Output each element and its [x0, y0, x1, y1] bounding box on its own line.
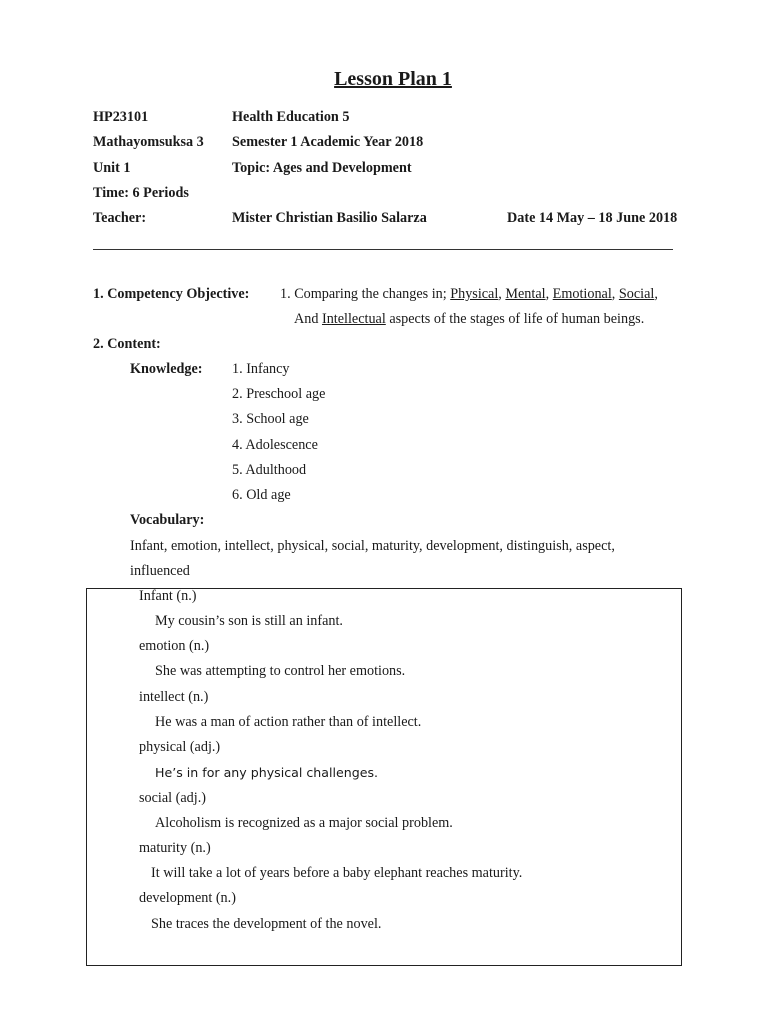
vocab-example-sentence: Alcoholism is recognized as a major social problem. [155, 815, 453, 831]
page-title: Lesson Plan 1 [334, 68, 452, 90]
vocab-example-sentence: She was attempting to control her emotions. [155, 663, 406, 679]
vocab-example-sentence: She traces the development of the novel. [151, 916, 382, 932]
vocabulary-label: Vocabulary: [130, 512, 205, 528]
vocab-word: maturity (n.) [139, 840, 211, 856]
knowledge-item: 1. Infancy [232, 361, 290, 377]
topic: Topic: Ages and Development [232, 160, 412, 176]
vocab-word: physical (adj.) [139, 739, 221, 755]
vocab-word: Infant (n.) [139, 588, 197, 604]
time-periods: Time: 6 Periods [93, 185, 189, 201]
vocab-word: emotion (n.) [139, 638, 210, 654]
course-subject: Health Education 5 [232, 109, 350, 125]
vocabulary-list: Infant, emotion, intellect, physical, social, maturity, development, distinguish, aspect, [130, 538, 615, 554]
knowledge-item: 4. Adolescence [232, 437, 318, 453]
course-code: HP23101 [93, 109, 149, 125]
aspect-social: Social [618, 286, 655, 302]
lesson-date: Date 14 May – 18 June 2018 [507, 210, 678, 226]
vocab-example-sentence: It will take a lot of years before a baby elephant reaches maturity. [151, 865, 523, 881]
vocab-word: social (adj.) [139, 790, 206, 806]
vocab-example-sentence: He was a man of action rather than of intellect. [155, 714, 422, 730]
grade-level: Mathayomsuksa 3 [93, 134, 204, 150]
vocab-word: intellect (n.) [139, 689, 209, 705]
knowledge-label: Knowledge: [130, 361, 203, 377]
competency-label: 1. Competency Objective: [93, 286, 250, 302]
vocab-example-sentence: He’s in for any physical challenges. [155, 765, 379, 780]
competency-line-2 [294, 311, 644, 328]
competency-line2-suffix: aspects of the stages of life of human beings. [385, 311, 645, 327]
aspect-intellectual: Intellectual [321, 311, 386, 327]
content-label: 2. Content: [93, 336, 161, 352]
competency-line-1: 1. Comparing the changes in; Physical, Mental, Emotional, Social, [280, 286, 658, 302]
teacher-label: Teacher: [93, 210, 147, 226]
vocab-example-sentence: My cousin’s son is still an infant. [155, 613, 343, 629]
teacher-name: Mister Christian Basilio Salarza [232, 210, 427, 226]
header-divider [93, 249, 673, 250]
unit: Unit 1 [93, 160, 131, 176]
knowledge-item: 6. Old age [232, 487, 291, 503]
knowledge-item: 2. Preschool age [232, 386, 326, 402]
aspect-physical: Physical [450, 286, 499, 302]
vocabulary-list-continued: influenced [130, 563, 190, 579]
aspect-mental: Mental [505, 286, 546, 302]
knowledge-item: 5. Adulthood [232, 462, 307, 478]
knowledge-item: 3. School age [232, 411, 309, 427]
competency-prefix: 1. Comparing the changes in; [280, 286, 451, 302]
aspect-emotional: Emotional [552, 286, 612, 302]
vocab-word: development (n.) [139, 890, 236, 906]
semester: Semester 1 Academic Year 2018 [232, 134, 424, 150]
competency-line2-prefix: And [294, 311, 322, 327]
